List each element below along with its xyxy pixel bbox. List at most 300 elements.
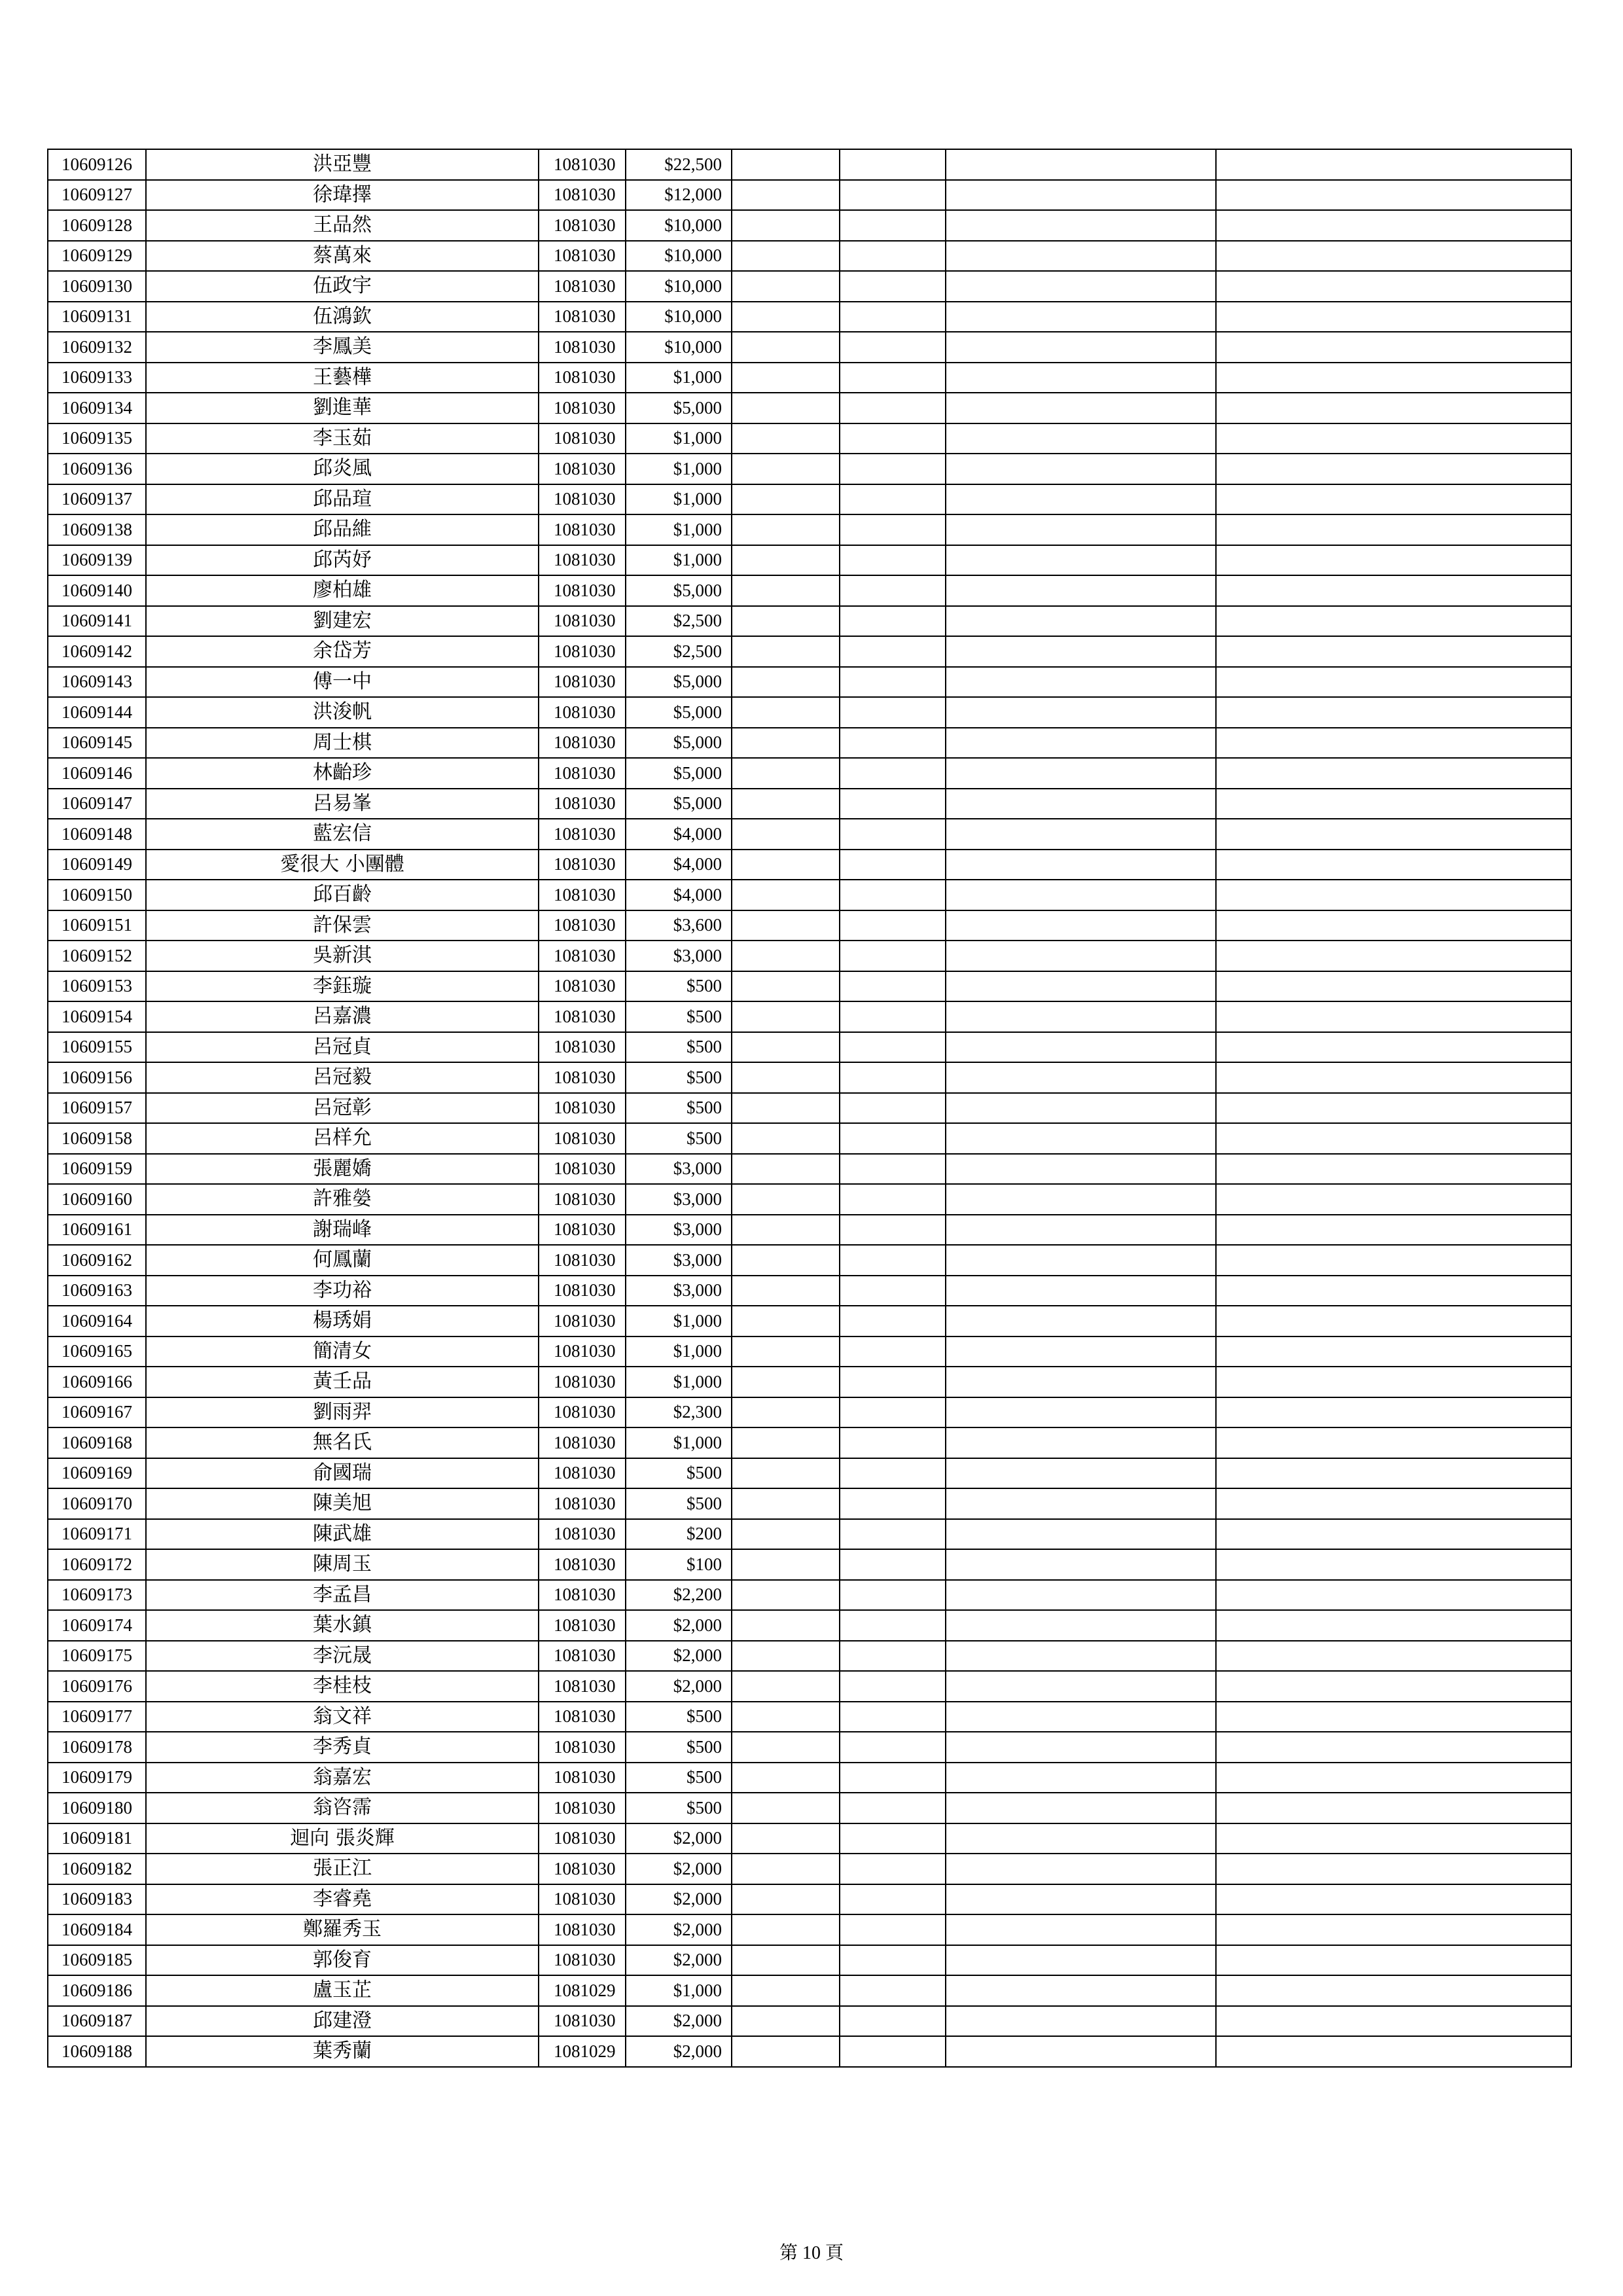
empty-cell xyxy=(946,697,1216,728)
date-cell: 1081030 xyxy=(539,1276,626,1306)
table-row xyxy=(48,1671,1571,1702)
date-cell: 1081030 xyxy=(539,1884,626,1915)
receipt-number-cell: 10609182 xyxy=(48,1854,146,1884)
receipt-number-cell: 10609175 xyxy=(48,1641,146,1672)
empty-cell xyxy=(840,1580,946,1611)
empty-cell xyxy=(732,241,840,272)
empty-cell xyxy=(946,728,1216,759)
empty-cell xyxy=(946,1519,1216,1550)
empty-cell xyxy=(1216,1336,1571,1367)
empty-cell xyxy=(732,728,840,759)
empty-cell xyxy=(840,1914,946,1945)
empty-cell xyxy=(732,1458,840,1489)
empty-cell xyxy=(840,1763,946,1793)
amount-cell: $5,000 xyxy=(626,697,732,728)
amount-cell: $1,000 xyxy=(626,454,732,484)
empty-cell xyxy=(840,1215,946,1246)
empty-cell xyxy=(732,393,840,423)
empty-cell xyxy=(840,1702,946,1732)
empty-cell xyxy=(840,363,946,393)
empty-cell xyxy=(732,1823,840,1854)
empty-cell xyxy=(840,1427,946,1458)
date-cell: 1081030 xyxy=(539,1702,626,1732)
date-cell: 1081030 xyxy=(539,2006,626,2037)
table-row xyxy=(48,1610,1571,1641)
receipt-number-cell: 10609144 xyxy=(48,697,146,728)
table-row xyxy=(48,728,1571,759)
empty-cell xyxy=(732,1884,840,1915)
receipt-number-cell: 10609157 xyxy=(48,1093,146,1124)
empty-cell xyxy=(732,484,840,515)
amount-cell: $1,000 xyxy=(626,1427,732,1458)
empty-cell xyxy=(840,910,946,941)
table-row xyxy=(48,1093,1571,1124)
empty-cell xyxy=(840,149,946,180)
date-cell: 1081030 xyxy=(539,393,626,423)
amount-cell: $5,000 xyxy=(626,728,732,759)
donor-name-cell: 洪亞豐 xyxy=(146,149,539,180)
amount-cell: $4,000 xyxy=(626,819,732,850)
empty-cell xyxy=(1216,545,1571,576)
table-row xyxy=(48,1154,1571,1185)
empty-cell xyxy=(1216,1154,1571,1185)
empty-cell xyxy=(1216,697,1571,728)
receipt-number-cell: 10609187 xyxy=(48,2006,146,2037)
empty-cell xyxy=(732,1580,840,1611)
empty-cell xyxy=(946,1823,1216,1854)
empty-cell xyxy=(946,1001,1216,1032)
empty-cell xyxy=(732,850,840,880)
receipt-number-cell: 10609135 xyxy=(48,423,146,454)
amount-cell: $500 xyxy=(626,1093,732,1124)
donor-name-cell: 劉建宏 xyxy=(146,606,539,637)
date-cell: 1081030 xyxy=(539,667,626,698)
receipt-number-cell: 10609130 xyxy=(48,271,146,302)
receipt-number-cell: 10609146 xyxy=(48,758,146,789)
receipt-number-cell: 10609170 xyxy=(48,1488,146,1519)
donor-name-cell: 鄭羅秀玉 xyxy=(146,1914,539,1945)
empty-cell xyxy=(946,1488,1216,1519)
empty-cell xyxy=(732,1215,840,1246)
amount-cell: $2,000 xyxy=(626,1945,732,1976)
empty-cell xyxy=(840,728,946,759)
donor-name-cell: 余岱芳 xyxy=(146,636,539,667)
empty-cell xyxy=(1216,1823,1571,1854)
empty-cell xyxy=(732,1641,840,1672)
empty-cell xyxy=(1216,575,1571,606)
empty-cell xyxy=(840,667,946,698)
empty-cell xyxy=(840,210,946,241)
empty-cell xyxy=(1216,393,1571,423)
empty-cell xyxy=(946,1032,1216,1063)
empty-cell xyxy=(840,1062,946,1093)
amount-cell: $1,000 xyxy=(626,484,732,515)
amount-cell: $500 xyxy=(626,1458,732,1489)
empty-cell xyxy=(732,575,840,606)
receipt-number-cell: 10609145 xyxy=(48,728,146,759)
empty-cell xyxy=(840,514,946,545)
donor-name-cell: 劉進華 xyxy=(146,393,539,423)
donor-name-cell: 邱百齡 xyxy=(146,880,539,910)
date-cell: 1081030 xyxy=(539,332,626,363)
date-cell: 1081030 xyxy=(539,1488,626,1519)
date-cell: 1081030 xyxy=(539,1336,626,1367)
table-row xyxy=(48,1854,1571,1884)
empty-cell xyxy=(840,941,946,971)
empty-cell xyxy=(840,1458,946,1489)
empty-cell xyxy=(732,149,840,180)
donor-name-cell: 俞國瑞 xyxy=(146,1458,539,1489)
empty-cell xyxy=(946,606,1216,637)
empty-cell xyxy=(946,241,1216,272)
table-row xyxy=(48,1276,1571,1306)
empty-cell xyxy=(1216,2036,1571,2067)
amount-cell: $5,000 xyxy=(626,575,732,606)
empty-cell xyxy=(1216,1914,1571,1945)
donor-name-cell: 邱品維 xyxy=(146,514,539,545)
date-cell: 1081030 xyxy=(539,971,626,1002)
empty-cell xyxy=(732,636,840,667)
empty-cell xyxy=(732,1975,840,2006)
empty-cell xyxy=(1216,1184,1571,1215)
empty-cell xyxy=(1216,1215,1571,1246)
empty-cell xyxy=(732,1062,840,1093)
donor-name-cell: 呂冠貞 xyxy=(146,1032,539,1063)
empty-cell xyxy=(732,180,840,211)
empty-cell xyxy=(1216,1001,1571,1032)
empty-cell xyxy=(1216,454,1571,484)
receipt-number-cell: 10609162 xyxy=(48,1245,146,1276)
empty-cell xyxy=(946,302,1216,332)
amount-cell: $500 xyxy=(626,971,732,1002)
table-row xyxy=(48,1062,1571,1093)
amount-cell: $2,000 xyxy=(626,1884,732,1915)
empty-cell xyxy=(946,393,1216,423)
empty-cell xyxy=(946,1336,1216,1367)
empty-cell xyxy=(840,1276,946,1306)
empty-cell xyxy=(732,423,840,454)
amount-cell: $500 xyxy=(626,1123,732,1154)
empty-cell xyxy=(946,819,1216,850)
amount-cell: $500 xyxy=(626,1732,732,1763)
empty-cell xyxy=(732,1306,840,1336)
receipt-number-cell: 10609168 xyxy=(48,1427,146,1458)
empty-cell xyxy=(946,1610,1216,1641)
empty-cell xyxy=(732,1001,840,1032)
empty-cell xyxy=(1216,149,1571,180)
date-cell: 1081030 xyxy=(539,1914,626,1945)
table-row xyxy=(48,606,1571,637)
empty-cell xyxy=(840,1823,946,1854)
donor-name-cell: 呂嘉濃 xyxy=(146,1001,539,1032)
amount-cell: $2,000 xyxy=(626,1641,732,1672)
receipt-number-cell: 10609159 xyxy=(48,1154,146,1185)
amount-cell: $5,000 xyxy=(626,758,732,789)
receipt-number-cell: 10609150 xyxy=(48,880,146,910)
empty-cell xyxy=(1216,241,1571,272)
date-cell: 1081030 xyxy=(539,1854,626,1884)
empty-cell xyxy=(840,271,946,302)
empty-cell xyxy=(732,454,840,484)
table-row xyxy=(48,1488,1571,1519)
empty-cell xyxy=(840,1184,946,1215)
table-row xyxy=(48,2006,1571,2037)
date-cell: 1081030 xyxy=(539,1945,626,1976)
table-row xyxy=(48,1580,1571,1611)
empty-cell xyxy=(1216,514,1571,545)
empty-cell xyxy=(732,1093,840,1124)
receipt-number-cell: 10609181 xyxy=(48,1823,146,1854)
table-row xyxy=(48,880,1571,910)
date-cell: 1081030 xyxy=(539,1215,626,1246)
table-row xyxy=(48,1215,1571,1246)
empty-cell xyxy=(946,1245,1216,1276)
receipt-number-cell: 10609140 xyxy=(48,575,146,606)
table-row xyxy=(48,1549,1571,1580)
receipt-number-cell: 10609134 xyxy=(48,393,146,423)
receipt-number-cell: 10609172 xyxy=(48,1549,146,1580)
empty-cell xyxy=(946,758,1216,789)
table-row xyxy=(48,210,1571,241)
empty-cell xyxy=(1216,332,1571,363)
donor-name-cell: 伍鴻欽 xyxy=(146,302,539,332)
table-row xyxy=(48,363,1571,393)
receipt-number-cell: 10609137 xyxy=(48,484,146,515)
empty-cell xyxy=(1216,1732,1571,1763)
table-row xyxy=(48,1367,1571,1397)
table-row xyxy=(48,454,1571,484)
date-cell: 1081030 xyxy=(539,484,626,515)
empty-cell xyxy=(840,1093,946,1124)
donor-name-cell: 陳美旭 xyxy=(146,1488,539,1519)
donor-name-cell: 吳新淇 xyxy=(146,941,539,971)
donor-name-cell: 王藝樺 xyxy=(146,363,539,393)
date-cell: 1081030 xyxy=(539,1458,626,1489)
receipt-number-cell: 10609131 xyxy=(48,302,146,332)
empty-cell xyxy=(946,423,1216,454)
table-row xyxy=(48,1914,1571,1945)
table-row xyxy=(48,1032,1571,1063)
empty-cell xyxy=(946,1154,1216,1185)
date-cell: 1081030 xyxy=(539,149,626,180)
table-row xyxy=(48,850,1571,880)
empty-cell xyxy=(732,1488,840,1519)
empty-cell xyxy=(840,1854,946,1884)
empty-cell xyxy=(732,1793,840,1823)
table-row xyxy=(48,1001,1571,1032)
empty-cell xyxy=(1216,819,1571,850)
empty-cell xyxy=(1216,1093,1571,1124)
amount-cell: $5,000 xyxy=(626,789,732,819)
empty-cell xyxy=(732,2006,840,2037)
receipt-number-cell: 10609188 xyxy=(48,2036,146,2067)
empty-cell xyxy=(946,1763,1216,1793)
empty-cell xyxy=(946,1306,1216,1336)
empty-cell xyxy=(946,850,1216,880)
empty-cell xyxy=(1216,1245,1571,1276)
amount-cell: $1,000 xyxy=(626,423,732,454)
receipt-number-cell: 10609147 xyxy=(48,789,146,819)
empty-cell xyxy=(840,1641,946,1672)
date-cell: 1081030 xyxy=(539,1519,626,1550)
receipt-number-cell: 10609173 xyxy=(48,1580,146,1611)
donation-ledger-table xyxy=(47,149,1572,2068)
empty-cell xyxy=(732,1123,840,1154)
receipt-number-cell: 10609156 xyxy=(48,1062,146,1093)
donor-name-cell: 呂易峯 xyxy=(146,789,539,819)
amount-cell: $500 xyxy=(626,1702,732,1732)
receipt-number-cell: 10609158 xyxy=(48,1123,146,1154)
receipt-number-cell: 10609163 xyxy=(48,1276,146,1306)
table-row xyxy=(48,1732,1571,1763)
receipt-number-cell: 10609128 xyxy=(48,210,146,241)
date-cell: 1081030 xyxy=(539,1184,626,1215)
donor-name-cell: 邱芮妤 xyxy=(146,545,539,576)
date-cell: 1081030 xyxy=(539,1306,626,1336)
empty-cell xyxy=(732,697,840,728)
donor-name-cell: 李鳳美 xyxy=(146,332,539,363)
donor-name-cell: 呂冠彰 xyxy=(146,1093,539,1124)
empty-cell xyxy=(732,941,840,971)
table-row xyxy=(48,180,1571,211)
amount-cell: $10,000 xyxy=(626,302,732,332)
empty-cell xyxy=(840,1610,946,1641)
date-cell: 1081030 xyxy=(539,514,626,545)
empty-cell xyxy=(732,667,840,698)
date-cell: 1081030 xyxy=(539,606,626,637)
empty-cell xyxy=(732,1276,840,1306)
table-row xyxy=(48,636,1571,667)
amount-cell: $3,600 xyxy=(626,910,732,941)
empty-cell xyxy=(840,1154,946,1185)
amount-cell: $500 xyxy=(626,1032,732,1063)
empty-cell xyxy=(732,1549,840,1580)
empty-cell xyxy=(946,1884,1216,1915)
amount-cell: $3,000 xyxy=(626,1245,732,1276)
table-row xyxy=(48,575,1571,606)
empty-cell xyxy=(946,1580,1216,1611)
receipt-number-cell: 10609133 xyxy=(48,363,146,393)
empty-cell xyxy=(1216,910,1571,941)
receipt-number-cell: 10609177 xyxy=(48,1702,146,1732)
donor-name-cell: 張麗嬌 xyxy=(146,1154,539,1185)
empty-cell xyxy=(1216,606,1571,637)
date-cell: 1081030 xyxy=(539,941,626,971)
empty-cell xyxy=(1216,758,1571,789)
donor-name-cell: 謝瑞峰 xyxy=(146,1215,539,1246)
empty-cell xyxy=(1216,1884,1571,1915)
donor-name-cell: 洪浚帆 xyxy=(146,697,539,728)
amount-cell: $5,000 xyxy=(626,393,732,423)
empty-cell xyxy=(1216,636,1571,667)
empty-cell xyxy=(1216,1062,1571,1093)
donor-name-cell: 蔡萬來 xyxy=(146,241,539,272)
empty-cell xyxy=(840,1732,946,1763)
amount-cell: $2,000 xyxy=(626,2006,732,2037)
empty-cell xyxy=(946,880,1216,910)
date-cell: 1081030 xyxy=(539,180,626,211)
donor-name-cell: 李孟昌 xyxy=(146,1580,539,1611)
empty-cell xyxy=(946,180,1216,211)
empty-cell xyxy=(732,1336,840,1367)
empty-cell xyxy=(840,1001,946,1032)
empty-cell xyxy=(1216,1975,1571,2006)
receipt-number-cell: 10609129 xyxy=(48,241,146,272)
empty-cell xyxy=(840,2036,946,2067)
donor-name-cell: 簡清女 xyxy=(146,1336,539,1367)
table-row xyxy=(48,484,1571,515)
donor-name-cell: 翁嘉宏 xyxy=(146,1763,539,1793)
empty-cell xyxy=(946,941,1216,971)
amount-cell: $10,000 xyxy=(626,210,732,241)
empty-cell xyxy=(1216,2006,1571,2037)
date-cell: 1081030 xyxy=(539,241,626,272)
amount-cell: $100 xyxy=(626,1549,732,1580)
table-row xyxy=(48,1763,1571,1793)
table-row xyxy=(48,1306,1571,1336)
date-cell: 1081030 xyxy=(539,1763,626,1793)
date-cell: 1081030 xyxy=(539,1641,626,1672)
donor-name-cell: 呂冠毅 xyxy=(146,1062,539,1093)
empty-cell xyxy=(946,1549,1216,1580)
empty-cell xyxy=(946,1123,1216,1154)
empty-cell xyxy=(840,180,946,211)
empty-cell xyxy=(840,545,946,576)
table-row xyxy=(48,393,1571,423)
empty-cell xyxy=(732,1671,840,1702)
amount-cell: $2,300 xyxy=(626,1397,732,1428)
date-cell: 1081030 xyxy=(539,1610,626,1641)
amount-cell: $2,200 xyxy=(626,1580,732,1611)
empty-cell xyxy=(840,636,946,667)
empty-cell xyxy=(1216,1580,1571,1611)
page-number: 第 10 頁 xyxy=(779,2243,844,2263)
table-row xyxy=(48,1702,1571,1732)
donor-name-cell: 劉雨羿 xyxy=(146,1397,539,1428)
donor-name-cell: 葉水鎮 xyxy=(146,1610,539,1641)
receipt-number-cell: 10609142 xyxy=(48,636,146,667)
donor-name-cell: 盧玉芷 xyxy=(146,1975,539,2006)
empty-cell xyxy=(946,1093,1216,1124)
date-cell: 1081030 xyxy=(539,575,626,606)
empty-cell xyxy=(732,1914,840,1945)
empty-cell xyxy=(1216,1458,1571,1489)
empty-cell xyxy=(732,332,840,363)
empty-cell xyxy=(1216,1306,1571,1336)
date-cell: 1081030 xyxy=(539,210,626,241)
table-row xyxy=(48,1945,1571,1976)
table-row xyxy=(48,1336,1571,1367)
empty-cell xyxy=(946,454,1216,484)
empty-cell xyxy=(1216,1397,1571,1428)
empty-cell xyxy=(732,606,840,637)
donor-name-cell: 陳周玉 xyxy=(146,1549,539,1580)
empty-cell xyxy=(732,819,840,850)
empty-cell xyxy=(1216,1702,1571,1732)
empty-cell xyxy=(840,241,946,272)
empty-cell xyxy=(840,1397,946,1428)
empty-cell xyxy=(946,1427,1216,1458)
empty-cell xyxy=(1216,728,1571,759)
amount-cell: $1,000 xyxy=(626,514,732,545)
empty-cell xyxy=(1216,180,1571,211)
donor-name-cell: 周士棋 xyxy=(146,728,539,759)
empty-cell xyxy=(840,789,946,819)
receipt-number-cell: 10609127 xyxy=(48,180,146,211)
date-cell: 1081030 xyxy=(539,1093,626,1124)
date-cell: 1081030 xyxy=(539,1001,626,1032)
donor-name-cell: 陳武雄 xyxy=(146,1519,539,1550)
